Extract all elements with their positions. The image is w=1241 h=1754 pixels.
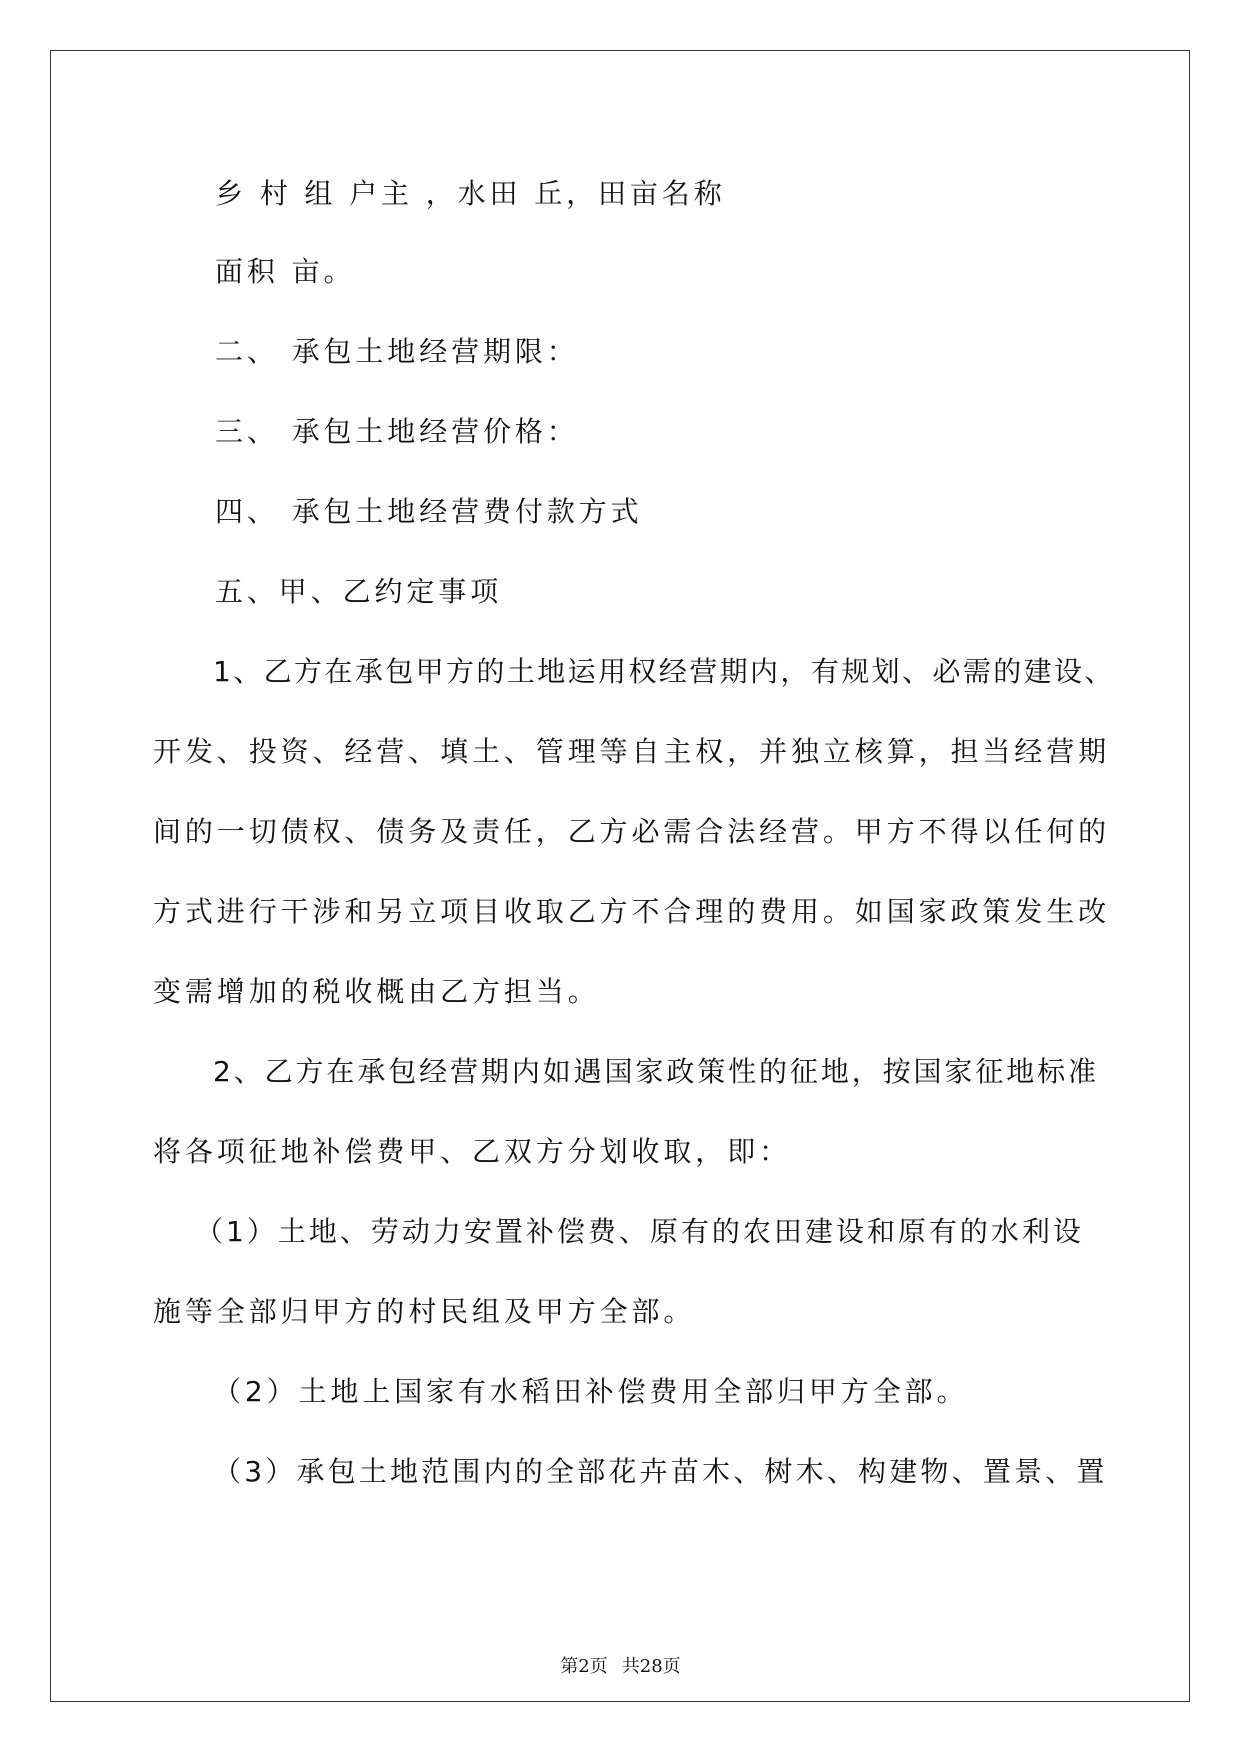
text-line-7: 1、乙方在承包甲方的土地运用权经营期内，有规划、必需的建设、 <box>213 655 1115 688</box>
text-line-3: 二、 承包土地经营期限： <box>215 335 579 368</box>
text-line-10: 方式进行干涉和另立项目收取乙方不合理的费用。如国家政策发生改 <box>153 895 1111 928</box>
page-number: 第2页 <box>560 1656 608 1677</box>
text-line-15: 施等全部归甲方的村民组及甲方全部。 <box>153 1295 696 1328</box>
text-line-4: 三、 承包土地经营价格： <box>215 415 579 448</box>
text-line-6: 五、甲、乙约定事项 <box>215 575 503 608</box>
text-line-9: 间的一切债权、债务及责任，乙方必需合法经营。甲方不得以任何的 <box>153 815 1111 848</box>
text-line-2: 面积 亩。 <box>215 255 356 288</box>
text-line-17: （3）承包土地范围内的全部花卉苗木、树木、构建物、置景、置 <box>213 1455 1108 1488</box>
text-line-13: 将各项征地补偿费甲、乙双方分划收取，即： <box>153 1135 792 1168</box>
text-line-14: （1）土地、劳动力安置补偿费、原有的农田建设和原有的水利设 <box>195 1215 1084 1248</box>
total-pages: 共28页 <box>621 1656 681 1677</box>
text-line-1: 乡 村 组 户主 ，水田 丘，田亩名称 <box>215 177 726 210</box>
page-footer <box>0 1652 1241 1678</box>
text-line-8: 开发、投资、经营、填土、管理等自主权，并独立核算，担当经营期 <box>153 735 1111 768</box>
text-line-12: 2、乙方在承包经营期内如遇国家政策性的征地，按国家征地标准 <box>213 1055 1099 1088</box>
text-line-5: 四、 承包土地经营费付款方式 <box>215 495 643 528</box>
text-line-11: 变需增加的税收概由乙方担当。 <box>153 975 600 1008</box>
text-line-16: （2）土地上国家有水稻田补偿费用全部归甲方全部。 <box>213 1375 969 1408</box>
